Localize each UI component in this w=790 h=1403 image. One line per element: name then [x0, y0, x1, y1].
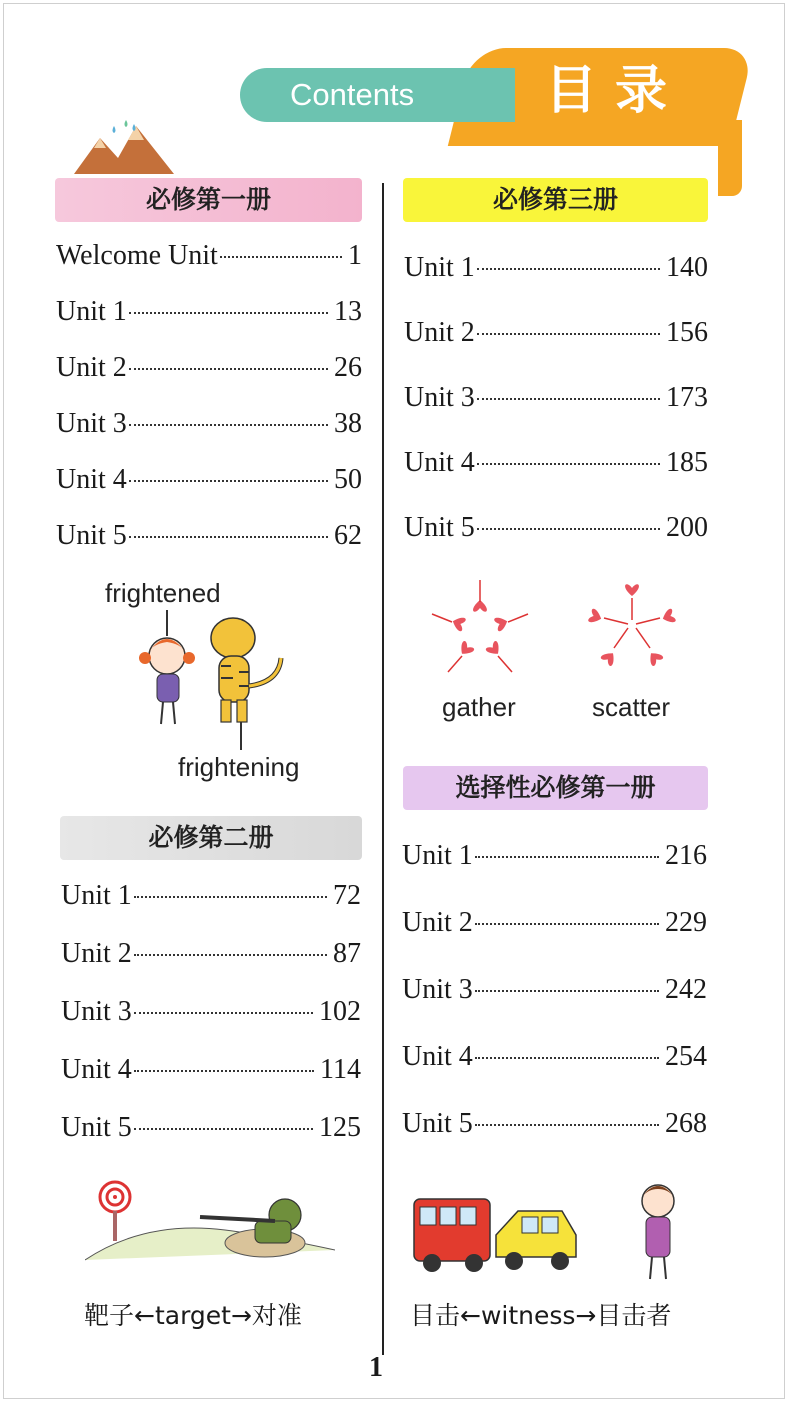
toc-page: 173 — [666, 382, 708, 413]
toc-page: 200 — [666, 512, 708, 543]
leader-dots — [477, 333, 660, 335]
scatter-label: scatter — [592, 692, 671, 722]
toc-page: 50 — [334, 464, 362, 495]
toc-row[interactable] — [402, 1090, 707, 1157]
toc-page: 26 — [334, 352, 362, 383]
toc-label: Unit 1 — [402, 840, 473, 871]
contents-label: Contents — [240, 68, 515, 122]
toc-row[interactable] — [56, 452, 362, 508]
leader-dots — [475, 856, 659, 858]
toc-label: Unit 3 — [56, 408, 127, 439]
leader-dots — [134, 1070, 314, 1072]
toc-label: Unit 1 — [56, 296, 127, 327]
toc-row[interactable] — [404, 365, 708, 430]
toc-page: 102 — [319, 996, 361, 1027]
toc-page: 13 — [334, 296, 362, 327]
toc-page: 87 — [333, 938, 361, 969]
toc-row[interactable] — [402, 956, 707, 1023]
toc-page: 156 — [666, 317, 708, 348]
toc-row[interactable] — [61, 1041, 361, 1099]
toc-row[interactable] — [402, 1023, 707, 1090]
leader-dots — [475, 1124, 659, 1126]
leader-dots — [134, 896, 327, 898]
toc-page: 1 — [348, 240, 362, 271]
section-title-book2: 必修第二册 — [60, 816, 362, 860]
toc-label: Unit 5 — [402, 1108, 473, 1139]
target-caption: 靶子←target→对准 — [84, 1301, 302, 1330]
frightened-label: frightened — [105, 578, 221, 608]
toc-row[interactable] — [61, 983, 361, 1041]
leader-dots — [475, 923, 659, 925]
toc-book3 — [404, 235, 708, 560]
car-accident-witness-illustration — [410, 1175, 710, 1285]
toc-label: Unit 4 — [56, 464, 127, 495]
mountains-icon — [74, 118, 174, 174]
toc-row[interactable] — [404, 495, 708, 560]
toc-label: Unit 4 — [404, 447, 475, 478]
toc-row[interactable] — [56, 508, 362, 564]
toc-page: 72 — [333, 880, 361, 911]
toc-label: Unit 4 — [61, 1054, 132, 1085]
leader-dots — [129, 536, 328, 538]
leader-dots — [129, 312, 328, 314]
girl-and-tiger-illustration — [125, 606, 295, 756]
toc-row[interactable] — [404, 430, 708, 495]
toc-label: Unit 5 — [56, 520, 127, 551]
toc-label: Unit 5 — [404, 512, 475, 543]
toc-page: 62 — [334, 520, 362, 551]
leader-dots — [477, 268, 660, 270]
leader-dots — [477, 528, 660, 530]
target-shooter-illustration — [85, 1175, 335, 1285]
toc-page: 268 — [665, 1108, 707, 1139]
toc-row[interactable] — [404, 300, 708, 365]
toc-page: 140 — [666, 252, 708, 283]
leader-dots — [134, 954, 327, 956]
section-title-elective1: 选择性必修第一册 — [403, 766, 708, 810]
toc-page: 229 — [665, 907, 707, 938]
toc-label: Unit 1 — [61, 880, 132, 911]
toc-page: 254 — [665, 1041, 707, 1072]
leader-dots — [475, 1057, 659, 1059]
toc-page: 216 — [665, 840, 707, 871]
toc-label: Unit 2 — [404, 317, 475, 348]
gather-scatter-illustration — [420, 572, 700, 682]
toc-book2 — [61, 867, 361, 1157]
leader-dots — [475, 990, 659, 992]
leader-dots — [129, 368, 328, 370]
frightening-label: frightening — [178, 752, 300, 782]
toc-label: Unit 2 — [402, 907, 473, 938]
section-title-book1: 必修第一册 — [55, 178, 362, 222]
toc-row[interactable] — [402, 889, 707, 956]
column-divider — [382, 183, 384, 1355]
toc-row[interactable] — [61, 1099, 361, 1157]
toc-elective1 — [402, 822, 707, 1157]
toc-row[interactable] — [56, 396, 362, 452]
toc-label: Unit 3 — [402, 974, 473, 1005]
toc-label: Unit 1 — [404, 252, 475, 283]
gather-label: gather — [442, 692, 516, 722]
toc-label: Unit 2 — [61, 938, 132, 969]
toc-label: Unit 5 — [61, 1112, 132, 1143]
leader-dots — [220, 256, 342, 258]
witness-caption: 目击←witness→目击者 — [410, 1301, 672, 1330]
page-title: 目录 — [545, 61, 686, 121]
toc-page: 38 — [334, 408, 362, 439]
section-title-book3: 必修第三册 — [403, 178, 708, 222]
toc-label: Unit 3 — [61, 996, 132, 1027]
toc-label: Unit 2 — [56, 352, 127, 383]
toc-row[interactable] — [61, 867, 361, 925]
header-title-tab-tail — [718, 120, 742, 196]
toc-row[interactable] — [61, 925, 361, 983]
toc-row[interactable] — [402, 822, 707, 889]
toc-page: 242 — [665, 974, 707, 1005]
leader-dots — [477, 463, 660, 465]
leader-dots — [129, 480, 328, 482]
leader-dots — [477, 398, 660, 400]
toc-label: Unit 4 — [402, 1041, 473, 1072]
toc-page: 185 — [666, 447, 708, 478]
toc-label: Unit 3 — [404, 382, 475, 413]
page-number: 1 — [369, 1352, 383, 1383]
toc-page: 125 — [319, 1112, 361, 1143]
toc-row[interactable] — [56, 340, 362, 396]
toc-row[interactable] — [56, 284, 362, 340]
toc-page: 114 — [320, 1054, 361, 1085]
leader-dots — [134, 1128, 313, 1130]
leader-dots — [129, 424, 328, 426]
toc-book1 — [56, 228, 362, 564]
toc-row[interactable] — [56, 228, 362, 284]
toc-row[interactable] — [404, 235, 708, 300]
leader-dots — [134, 1012, 313, 1014]
toc-label: Welcome Unit — [56, 240, 218, 271]
